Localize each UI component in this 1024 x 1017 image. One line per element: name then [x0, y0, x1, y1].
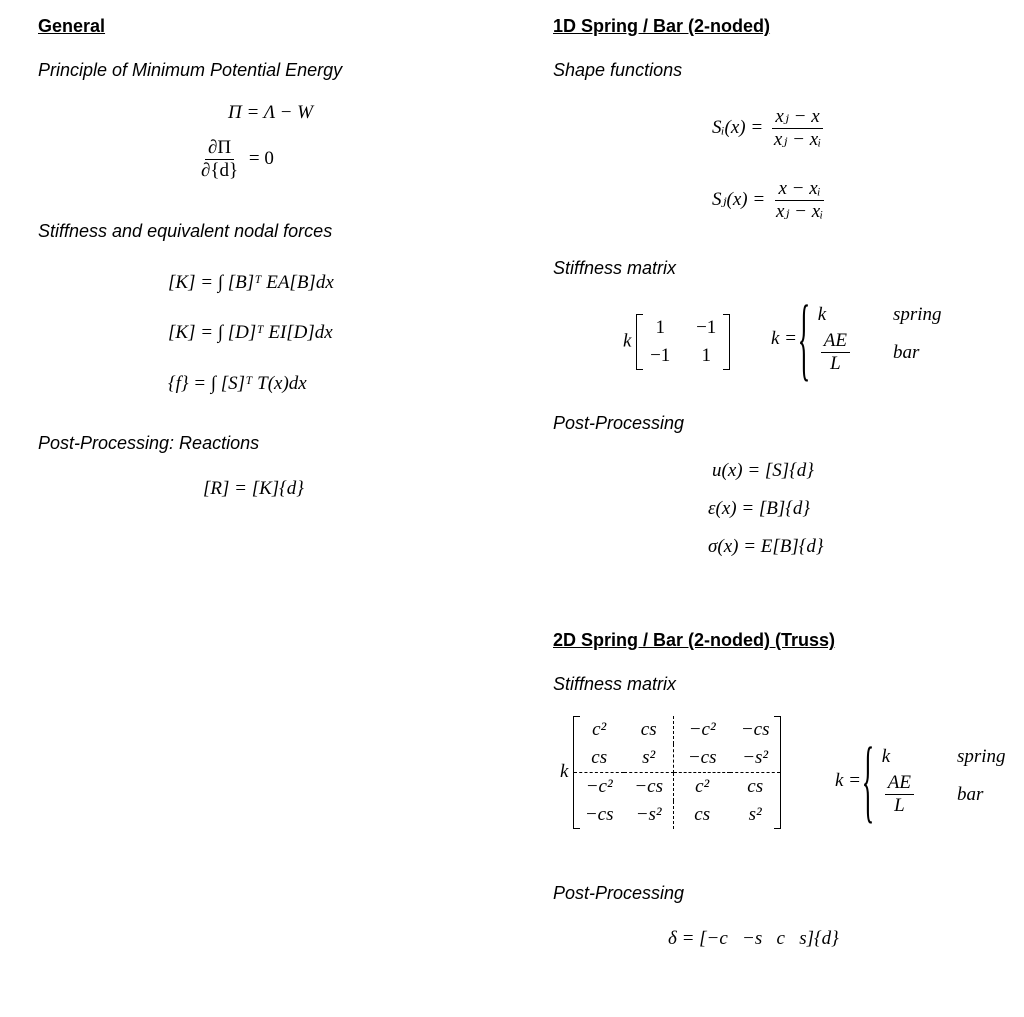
reactions-label: Post-Processing: Reactions	[38, 433, 260, 453]
force-equation: {f} = ∫ [S]ᵀ T(x)dx	[168, 373, 307, 394]
displacement-equation: u(x) = [S]{d}	[712, 460, 814, 481]
k-beam-equation: [K] = ∫ [D]ᵀ EI[D]dx	[168, 322, 333, 343]
k-case-bar-tag: bar	[892, 341, 920, 363]
matrix-cell: −c²	[585, 776, 613, 797]
derivative-fraction	[198, 137, 241, 182]
stiffness-matrix-2d	[560, 716, 781, 829]
reactions-equation: [R] = [K]{d}	[203, 478, 304, 499]
k-case-bar-tag-2d: bar	[956, 783, 984, 805]
l-denominator-2d: L	[894, 795, 905, 816]
derivative-rhs: = 0	[248, 147, 274, 169]
elongation-equation: δ = [−c −s c s]{d}	[668, 928, 839, 949]
derivative-numerator: ∂Π	[205, 137, 234, 160]
si-denominator: xⱼ − xᵢ	[773, 129, 822, 150]
k-case-bar-value	[821, 330, 850, 375]
derivative-denominator: ∂{d}	[201, 160, 239, 181]
matrix-cell: cs	[624, 716, 674, 744]
k-def-lhs: k =	[771, 327, 798, 349]
k-case-spring-value: { k	[817, 304, 827, 325]
matrix-cell: −1	[696, 317, 717, 338]
sj-denominator: xⱼ − xᵢ	[775, 201, 824, 222]
matrix-cell: −cs	[740, 719, 770, 740]
sj-lhs: Sⱼ(x) =	[712, 188, 766, 210]
stiffness-matrix-label-2d: Stiffness matrix	[553, 674, 677, 694]
stiffness-matrix-1d	[623, 314, 730, 370]
matrix-1d	[636, 314, 730, 370]
shape-function-i	[712, 106, 827, 151]
matrix-cell: c²	[592, 719, 607, 740]
sj-numerator: x − xᵢ	[775, 178, 823, 201]
spring1d-heading: 1D Spring / Bar (2-noded)	[553, 16, 771, 36]
strain-equation: ε(x) = [B]{d}	[708, 498, 810, 519]
k-coefficient: k	[623, 330, 632, 352]
stiffness-label: Stiffness and equivalent nodal forces	[38, 221, 333, 241]
matrix-2d	[573, 716, 781, 829]
k-definition-1d	[771, 304, 942, 375]
k-case-spring-value-2d: { k	[881, 746, 891, 767]
si-fraction	[771, 106, 824, 151]
pmpe-label: Principle of Minimum Potential Energy	[38, 60, 343, 80]
ae-numerator: AE	[821, 330, 850, 353]
stress-equation: σ(x) = E[B]{d}	[708, 536, 824, 557]
k-case-bar-value-2d	[885, 772, 914, 817]
matrix-cell: 1	[655, 317, 665, 338]
matrix-cell: cs	[694, 804, 711, 825]
post-processing-label-2d: Post-Processing	[553, 883, 685, 903]
k-def-lhs-2d: k =	[835, 769, 862, 791]
stiffness-matrix-label-1d: Stiffness matrix	[553, 258, 677, 278]
ae-numerator-2d: AE	[885, 772, 914, 795]
pmpe-equation: Π = Λ − W	[228, 102, 313, 123]
matrix-cell: −c²	[688, 719, 716, 740]
si-lhs: Sᵢ(x) =	[712, 116, 764, 138]
k-cases	[802, 304, 942, 375]
sj-fraction	[773, 178, 826, 223]
si-numerator: xⱼ − x	[772, 106, 822, 129]
k-case-spring-tag: spring	[892, 304, 942, 325]
k-definition-2d	[835, 746, 1006, 817]
k-case-spring-tag-2d: spring	[956, 746, 1006, 767]
post-processing-label-1d: Post-Processing	[553, 413, 685, 433]
shape-function-j	[712, 178, 829, 223]
l-denominator: L	[830, 353, 841, 374]
matrix-cell: cs	[747, 776, 764, 797]
matrix-cell: s²	[624, 744, 674, 773]
matrix-cell: −s²	[624, 801, 674, 829]
matrix-cell: s²	[748, 804, 762, 825]
matrix-cell: −cs	[624, 773, 674, 801]
matrix-cell: cs	[574, 744, 624, 773]
matrix-cell: −s²	[730, 744, 780, 773]
matrix-cell: −1	[650, 345, 671, 366]
k-coefficient-2d: k	[560, 760, 569, 782]
matrix-cell: −cs	[584, 804, 614, 825]
matrix-cell: −cs	[674, 744, 730, 773]
truss2d-heading: 2D Spring / Bar (2-noded) (Truss)	[553, 630, 836, 650]
k-cases-2d	[866, 746, 1006, 817]
matrix-cell: c²	[695, 776, 710, 797]
pmpe-derivative	[195, 137, 274, 182]
shape-functions-label: Shape functions	[553, 60, 683, 80]
general-heading: General	[38, 16, 106, 36]
k-bar-equation: [K] = ∫ [B]ᵀ EA[B]dx	[168, 272, 334, 293]
matrix-cell: 1	[701, 345, 711, 366]
